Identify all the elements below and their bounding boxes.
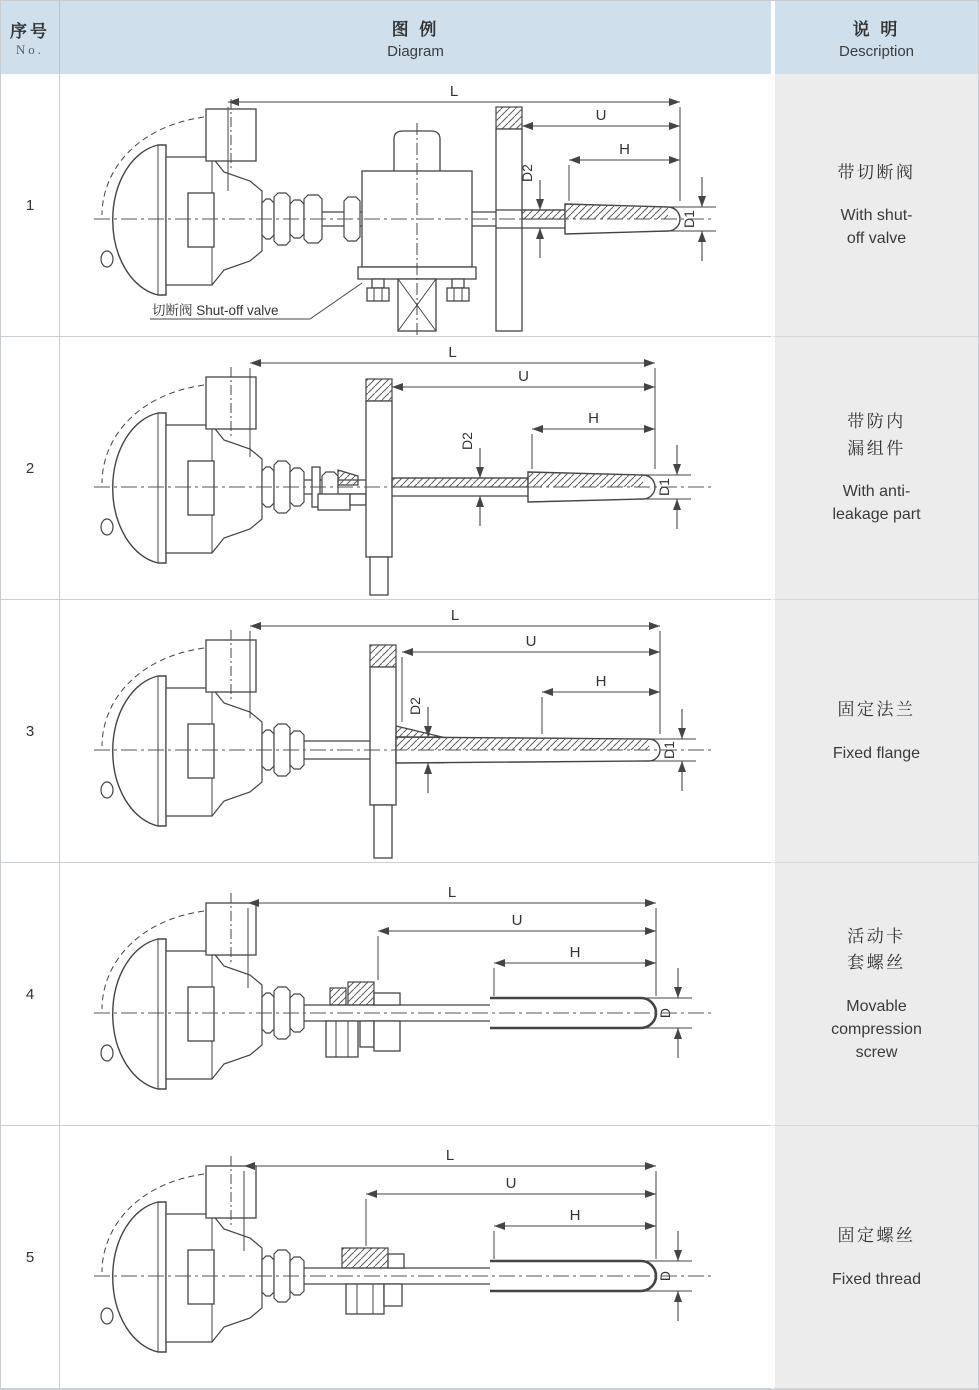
header-col-description <box>771 1 978 74</box>
dim-label-U: U <box>525 633 537 650</box>
diagram-cell <box>60 337 771 600</box>
description-cell <box>771 337 978 600</box>
diagram-cell <box>60 600 771 863</box>
dim-label-D1: D1 <box>656 478 672 496</box>
description-zh: 活动卡 套螺丝 <box>847 926 906 973</box>
dim-label-D: D <box>657 1270 673 1282</box>
header-col-diagram <box>60 1 771 74</box>
dim-label-L: L <box>447 884 457 901</box>
dim-label-D1: D1 <box>661 741 677 759</box>
description-cell <box>771 74 978 337</box>
diagram-row-5 <box>60 1126 771 1389</box>
header-diagram-zh: 图 例 <box>391 20 440 39</box>
description-en: With anti- leakage part <box>832 483 921 524</box>
dim-label-H: H <box>619 141 630 158</box>
dim-label-L: L <box>448 344 457 361</box>
diagram-row-4 <box>60 863 771 1126</box>
description-zh: 带防内 漏组件 <box>847 412 906 458</box>
dim-label-D2: D2 <box>459 432 475 450</box>
dim-label-D2: D2 <box>519 164 535 182</box>
dim-label-H: H <box>588 410 599 427</box>
diagram-cell <box>60 1126 771 1389</box>
dim-label-U: U <box>518 368 529 385</box>
dim-label-D: D <box>657 1007 673 1019</box>
diagram-row-2 <box>60 337 771 600</box>
dim-label-L: L <box>449 83 459 100</box>
description-cell <box>771 863 978 1126</box>
diagram-cell <box>60 863 771 1126</box>
dim-label-D2: D2 <box>407 697 423 715</box>
dim-label-L: L <box>445 1147 455 1164</box>
header-no-zh: 序号 <box>10 22 50 41</box>
diagram-row-1 <box>60 74 771 337</box>
diagram-cell <box>60 74 771 337</box>
dim-label-H: H <box>569 944 581 961</box>
diagram-row-3 <box>60 600 771 863</box>
dim-label-U: U <box>505 1175 517 1192</box>
description-cell <box>771 1126 978 1389</box>
description-zh: 带切断阀 <box>837 162 916 182</box>
header-col-no <box>1 1 60 74</box>
header-no-en: No. <box>15 42 45 57</box>
description-en: Fixed thread <box>832 1270 921 1288</box>
header-desc-zh: 说 明 <box>852 20 901 39</box>
shutoff-valve-note: 切断阀 Shut-off valve <box>152 303 279 318</box>
row-number: 3 <box>1 600 60 863</box>
description-en: Movable compression screw <box>831 997 922 1061</box>
header-diagram-en: Diagram <box>387 43 444 60</box>
description-cell <box>771 600 978 863</box>
dim-label-H: H <box>595 673 607 690</box>
dim-label-L: L <box>450 607 460 624</box>
row-number: 5 <box>1 1126 60 1389</box>
description-en: With shut- off valve <box>840 206 913 248</box>
description-en: Fixed flange <box>832 744 921 762</box>
dim-label-U: U <box>595 107 607 124</box>
row-number: 2 <box>1 337 60 600</box>
dim-label-U: U <box>511 912 523 929</box>
row-number: 4 <box>1 863 60 1126</box>
row-number: 1 <box>1 74 60 337</box>
dim-label-H: H <box>569 1207 581 1224</box>
description-zh: 固定螺丝 <box>837 1226 916 1246</box>
dim-label-D1: D1 <box>681 210 697 228</box>
header-desc-en: Description <box>838 43 915 60</box>
description-zh: 固定法兰 <box>837 700 916 720</box>
